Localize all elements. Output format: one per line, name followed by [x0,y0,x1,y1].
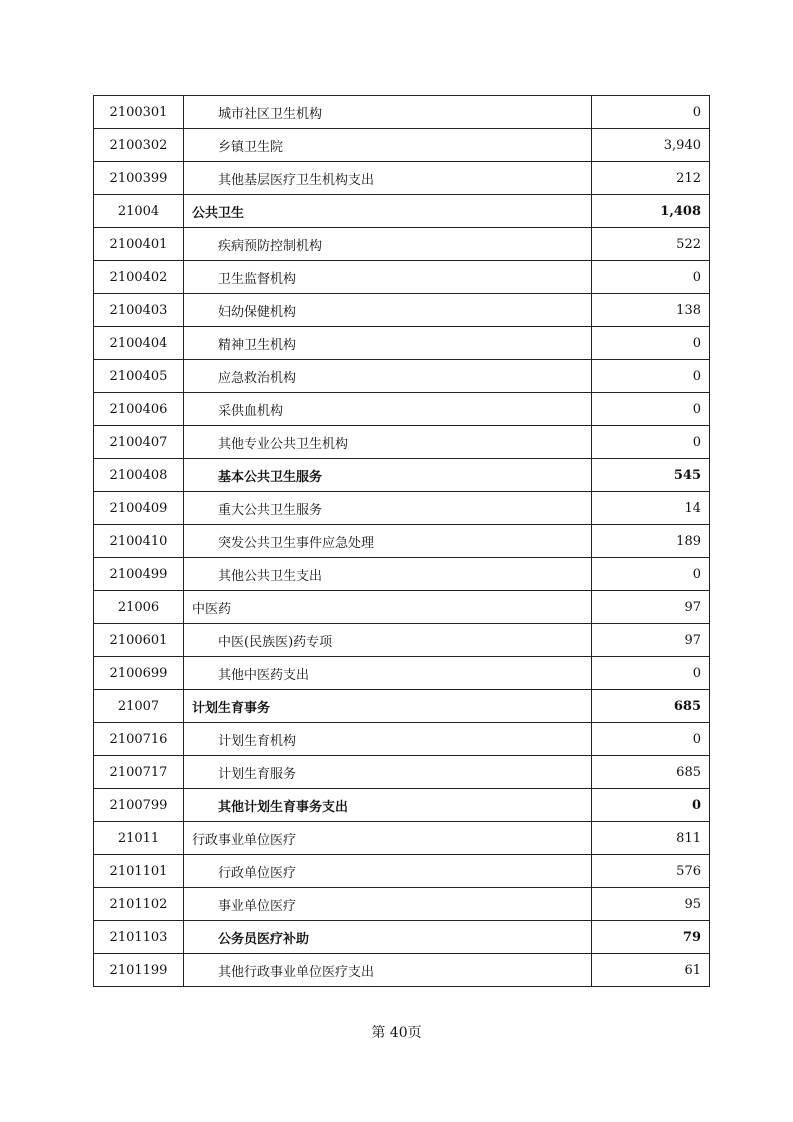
amount-cell: 1,408 [592,195,710,228]
code-cell: 21006 [94,591,184,624]
code-cell: 2100406 [94,393,184,426]
table-row [94,426,710,459]
code-cell: 2100601 [94,624,184,657]
table-row [94,954,710,987]
code-cell: 21004 [94,195,184,228]
code-cell: 21011 [94,822,184,855]
name-cell: 基本公共卫生服务 [184,459,592,492]
amount-cell: 522 [592,228,710,261]
code-cell: 2100717 [94,756,184,789]
table-body [94,96,710,987]
name-cell: 采供血机构 [184,393,592,426]
table-row [94,657,710,690]
amount-cell: 61 [592,954,710,987]
code-cell: 2100407 [94,426,184,459]
table-row [94,162,710,195]
amount-cell: 685 [592,690,710,723]
code-cell: 2100499 [94,558,184,591]
budget-table [93,95,710,987]
table-row [94,261,710,294]
name-cell: 突发公共卫生事件应急处理 [184,525,592,558]
table-row [94,129,710,162]
code-cell: 2101103 [94,921,184,954]
amount-cell: 0 [592,723,710,756]
table-row [94,789,710,822]
name-cell: 乡镇卫生院 [184,129,592,162]
code-cell: 2100301 [94,96,184,129]
table-row [94,690,710,723]
name-cell: 计划生育服务 [184,756,592,789]
amount-cell: 0 [592,360,710,393]
amount-cell: 576 [592,855,710,888]
table-row [94,756,710,789]
name-cell: 中医药 [184,591,592,624]
code-cell: 2100401 [94,228,184,261]
name-cell: 城市社区卫生机构 [184,96,592,129]
name-cell: 公共卫生 [184,195,592,228]
table-row [94,591,710,624]
name-cell: 其他中医药支出 [184,657,592,690]
name-cell: 妇幼保健机构 [184,294,592,327]
code-cell: 2100410 [94,525,184,558]
amount-cell: 811 [592,822,710,855]
name-cell: 卫生监督机构 [184,261,592,294]
amount-cell: 0 [592,327,710,360]
amount-cell: 95 [592,888,710,921]
table-row [94,525,710,558]
amount-cell: 685 [592,756,710,789]
name-cell: 计划生育事务 [184,690,592,723]
amount-cell: 0 [592,96,710,129]
code-cell: 21007 [94,690,184,723]
table-row [94,327,710,360]
code-cell: 2100799 [94,789,184,822]
name-cell: 事业单位医疗 [184,888,592,921]
code-cell: 2100403 [94,294,184,327]
table-row [94,558,710,591]
page-number: 第 40页 [371,1025,422,1041]
code-cell: 2100404 [94,327,184,360]
amount-cell: 97 [592,624,710,657]
amount-cell: 0 [592,426,710,459]
code-cell: 2100699 [94,657,184,690]
name-cell: 计划生育机构 [184,723,592,756]
code-cell: 2100302 [94,129,184,162]
amount-cell: 0 [592,657,710,690]
table-row [94,624,710,657]
table-row [94,459,710,492]
amount-cell: 189 [592,525,710,558]
amount-cell: 138 [592,294,710,327]
name-cell: 行政单位医疗 [184,855,592,888]
amount-cell: 14 [592,492,710,525]
code-cell: 2100399 [94,162,184,195]
name-cell: 精神卫生机构 [184,327,592,360]
name-cell: 疾病预防控制机构 [184,228,592,261]
table-row [94,96,710,129]
amount-cell: 97 [592,591,710,624]
code-cell: 2100408 [94,459,184,492]
table-row [94,492,710,525]
table-row [94,921,710,954]
amount-cell: 0 [592,558,710,591]
name-cell: 重大公共卫生服务 [184,492,592,525]
table-row [94,360,710,393]
table-row [94,294,710,327]
name-cell: 应急救治机构 [184,360,592,393]
amount-cell: 545 [592,459,710,492]
table-row [94,393,710,426]
table-row [94,723,710,756]
code-cell: 2100405 [94,360,184,393]
amount-cell: 79 [592,921,710,954]
code-cell: 2101102 [94,888,184,921]
code-cell: 2101101 [94,855,184,888]
amount-cell: 3,940 [592,129,710,162]
name-cell: 其他计划生育事务支出 [184,789,592,822]
name-cell: 行政事业单位医疗 [184,822,592,855]
table-row [94,888,710,921]
table-row [94,228,710,261]
amount-cell: 0 [592,261,710,294]
table-row [94,195,710,228]
code-cell: 2100402 [94,261,184,294]
code-cell: 2100409 [94,492,184,525]
amount-cell: 0 [592,789,710,822]
name-cell: 其他公共卫生支出 [184,558,592,591]
table-row [94,822,710,855]
code-cell: 2101199 [94,954,184,987]
table-row [94,855,710,888]
name-cell: 其他基层医疗卫生机构支出 [184,162,592,195]
amount-cell: 212 [592,162,710,195]
amount-cell: 0 [592,393,710,426]
name-cell: 其他专业公共卫生机构 [184,426,592,459]
code-cell: 2100716 [94,723,184,756]
name-cell: 公务员医疗补助 [184,921,592,954]
name-cell: 中医(民族医)药专项 [184,624,592,657]
name-cell: 其他行政事业单位医疗支出 [184,954,592,987]
